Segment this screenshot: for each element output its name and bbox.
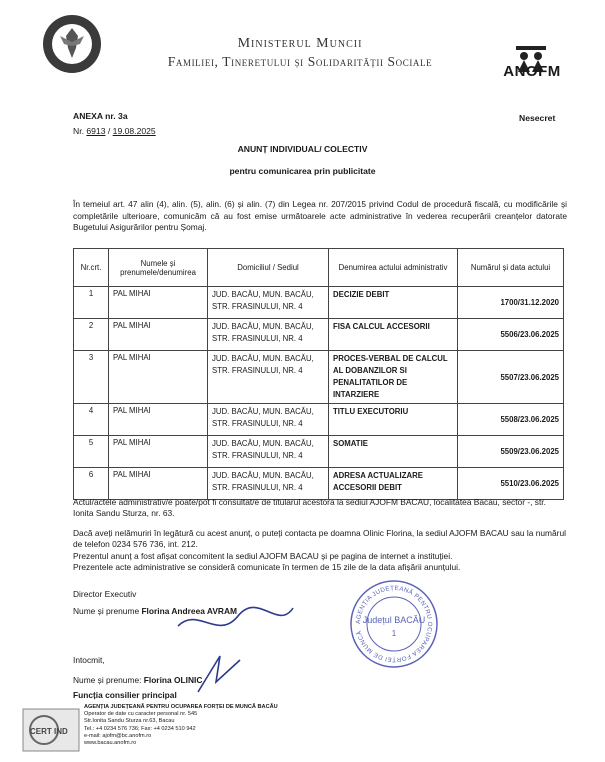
contact-paragraph: Dacă aveți nelămuriri în legătură cu acest anunț, o puteți contacta pe doamna Olinic Florina, la sediul AJOFM BACAU sau la numărul de telefon 0234 576 736, int. 212. (73, 528, 566, 550)
row-nr: 6 (74, 468, 109, 500)
row-act: FISA CALCUL ACCESORII (329, 319, 458, 351)
director-title: Director Executiv (73, 589, 137, 599)
row-number-date: 5508/23.06.2025 (458, 404, 564, 436)
row-nr: 4 (74, 404, 109, 436)
classification-label: Nesecret (519, 113, 556, 123)
cert-text: CERT IND (30, 727, 68, 736)
row-nr: 5 (74, 436, 109, 468)
director-signature-icon (168, 596, 298, 646)
government-seal-icon (42, 14, 102, 74)
row-act: TITLU EXECUTORIU (329, 404, 458, 436)
ministry-line1: Ministerul Muncii (237, 36, 363, 51)
annex-label: ANEXA nr. 3a (73, 111, 128, 121)
row-act: ADRESA ACTUALIZARE ACCESORII DEBIT (329, 468, 458, 500)
row-nr: 3 (74, 351, 109, 404)
preparer-function: Funcția consilier principal (73, 690, 177, 700)
director-name-label: Nume și prenume (73, 606, 142, 616)
nr-value: 6913 (86, 126, 106, 136)
row-number-date: 5506/23.06.2025 (458, 319, 564, 351)
certification-logo-icon (22, 708, 80, 752)
row-name: PAL MIHAI (109, 404, 208, 436)
nr-label: Nr. (73, 126, 84, 136)
prepared-by-label: Intocmit, (73, 655, 105, 665)
row-nr: 1 (74, 287, 109, 319)
acts-table (73, 248, 564, 500)
row-name: PAL MIHAI (109, 351, 208, 404)
official-stamp-icon (348, 578, 440, 670)
document-title: ANUNȚ INDIVIDUAL/ COLECTIV (237, 144, 368, 154)
ministry-line2: Familiei, Tineretului și Solidarității Sociale (167, 54, 433, 69)
preparer-name: Florina OLINIC (143, 675, 203, 685)
row-name: PAL MIHAI (109, 319, 208, 351)
preparer-name-line (73, 675, 202, 685)
table-row (74, 351, 564, 404)
row-act: PROCES-VERBAL DE CALCUL AL DOBANZILOR SI PENALITATILOR DE INTARZIERE (329, 351, 458, 404)
row-nr: 2 (74, 319, 109, 351)
preparer-signature-icon (190, 652, 250, 698)
footer-website: www.bacau.anofm.ro (84, 740, 137, 747)
row-name: PAL MIHAI (109, 436, 208, 468)
table-row (74, 404, 564, 436)
footer-address: Str.Ionita Sandu Sturza nr.63, Bacau (84, 718, 175, 725)
footer-agency-name: AGENȚIA JUDEȚEANĂ PENTRU OCUPAREA FORȚEI DE MUNCĂ BACĂU (84, 704, 278, 710)
communication-term-paragraph: Prezentele acte administrative se consideră comunicate în termen de 15 zile de la data afișării anunțului. (73, 562, 461, 572)
anofm-logo-text: ANOFM (503, 63, 561, 80)
row-address: JUD. BACĂU, MUN. BACĂU, STR. FRASINULUI, NR. 4 (208, 468, 329, 500)
nr-separator: / (105, 126, 113, 136)
header-nr: Nr.crt. (74, 249, 109, 287)
table-row (74, 468, 564, 500)
row-act: DECIZIE DEBIT (329, 287, 458, 319)
preparer-name-label: Nume și prenume: (73, 675, 144, 685)
stamp-ring-text: AGENȚIA JUDEȚEANĂ PENTRU OCUPAREA FORȚEI DE MUNCĂ (354, 584, 434, 664)
posting-paragraph: Prezentul anunț a fost afișat concomitent la sediul AJOFM BACAU și pe pagina de internet a instituției. (73, 551, 453, 561)
row-act: SOMATIE (329, 436, 458, 468)
director-name: Florina Andreea AVRAM (141, 606, 237, 616)
consult-paragraph: Actul/actele administrativ/e poate/pot fi consultat/e de titularul acestora la sediul AJOFM BACAU, localitatea Bacau, sector -, str. Ionita Sandu Sturza, nr. 63. (73, 497, 546, 519)
stamp-number: 1 (391, 629, 397, 638)
row-name: PAL MIHAI (109, 287, 208, 319)
intro-paragraph: În temeiul art. 47 alin (4), alin. (5), alin. (6) și alin. (7) din Legea nr. 207/2015 privind Codul de procedură fiscală, cu modificările și completările ulterioare, comunicăm că au fost emise următoarele acte administrative în vederea recuperării creanțelor datorate Bugetului Asigurărilor pentru Șomaj. (73, 199, 567, 233)
row-address: JUD. BACĂU, MUN. BACĂU, STR. FRASINULUI, NR. 4 (208, 351, 329, 404)
header-act: Denumirea actului administrativ (329, 249, 458, 287)
row-number-date: 5510/23.06.2025 (458, 468, 564, 500)
table-row (74, 287, 564, 319)
footer-operator: Operator de date cu caracter personal nr. 545 (84, 711, 198, 718)
document-subtitle: pentru comunicarea prin publicitate (229, 166, 376, 176)
row-name: PAL MIHAI (109, 468, 208, 500)
nr-date: 19.08.2025 (112, 126, 156, 136)
ministry-heading (120, 36, 480, 70)
footer-phone: Tel.: +4 0234 576 736; Fax: +4 0234 510 942 (84, 725, 196, 732)
header-address: Domiciliul / Sediul (208, 249, 329, 287)
row-number-date: 5507/23.06.2025 (458, 351, 564, 404)
row-number-date: 5509/23.06.2025 (458, 436, 564, 468)
document-number (73, 126, 156, 136)
row-address: JUD. BACĂU, MUN. BACĂU, STR. FRASINULUI, NR. 4 (208, 287, 329, 319)
table-header-row (74, 249, 564, 287)
row-number-date: 1700/31.12.2020 (458, 287, 564, 319)
row-address: JUD. BACĂU, MUN. BACĂU, STR. FRASINULUI, NR. 4 (208, 319, 329, 351)
row-address: JUD. BACĂU, MUN. BACĂU, STR. FRASINULUI, NR. 4 (208, 436, 329, 468)
row-address: JUD. BACĂU, MUN. BACĂU, STR. FRASINULUI, NR. 4 (208, 404, 329, 436)
table-row (74, 319, 564, 351)
table-row (74, 436, 564, 468)
footer-contact-block (84, 704, 314, 747)
header-number-date: Numărul și data actului (458, 249, 564, 287)
stamp-center-text: Județul BACĂU (362, 615, 426, 625)
footer-email: e-mail: ajofm@bc.anofm.ro (84, 732, 152, 739)
header-name: Numele și prenumele/denumirea (109, 249, 208, 287)
